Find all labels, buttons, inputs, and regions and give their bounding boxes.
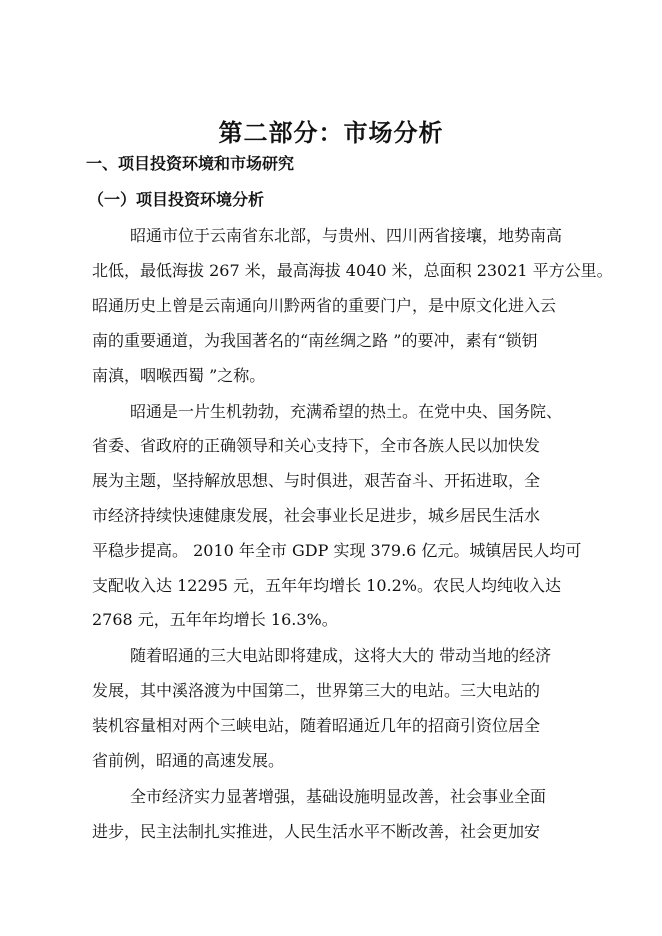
section-heading: 一、项目投资环境和市场研究	[86, 154, 295, 173]
subsection-heading: （一）项目投资环境分析	[88, 190, 265, 209]
paragraph-2-line-7: 2768 元，五年年均增长 16.3%。	[92, 610, 338, 629]
paragraph-3-line-3: 装机容量相对两个三峡电站，随着昭通近几年的招商引资位居全	[92, 716, 541, 735]
page-title: 第二部分：市场分析	[218, 118, 444, 147]
paragraph-1-line-1: 昭通市位于云南省东北部，与贵州、四川两省接壤，地势南高	[130, 226, 563, 245]
paragraph-2-line-1: 昭通是一片生机勃勃，充满希望的热土。在党中央、国务院、	[130, 402, 563, 421]
paragraph-1-line-5: 南滇，咽喉西蜀 ”之称。	[92, 366, 266, 385]
paragraph-2-line-5: 平稳步提高。 2010 年全市 GDP 实现 379.6 亿元。城镇居民人均可	[92, 541, 582, 560]
paragraph-3-line-1: 随着昭通的三大电站即将建成，这将大大的 带动当地的经济	[130, 646, 552, 665]
paragraph-3-line-4: 省前例，昭通的高速发展。	[92, 751, 285, 770]
paragraph-3-line-2: 发展，其中溪洛渡为中国第二，世界第三大的电站。三大电站的	[92, 681, 541, 700]
paragraph-2-line-3: 展为主题，坚持解放思想、与时俱进，艰苦奋斗、开拓进取，全	[92, 471, 541, 490]
paragraph-1-line-2: 北低，最低海拔 267 米，最高海拔 4040 米，总面积 23021 平方公里。	[92, 261, 613, 280]
paragraph-1-line-4: 南的重要通道，为我国著名的“南丝绸之路 ”的要冲，素有“锁钥	[92, 331, 538, 350]
paragraph-4-line-1: 全市经济实力显著增强，基础设施明显改善，社会事业全面	[130, 787, 547, 806]
paragraph-1-line-3: 昭通历史上曾是云南通向川黔两省的重要门户，是中原文化进入云	[92, 296, 557, 315]
paragraph-2-line-6: 支配收入达 12295 元，五年年均增长 10.2%。农民人均纯收入达	[92, 576, 561, 595]
paragraph-4-line-2: 进步，民主法制扎实推进，人民生活水平不断改善，社会更加安	[92, 822, 541, 841]
paragraph-2-line-2: 省委、省政府的正确领导和关心支持下，全市各族人民以加快发	[92, 436, 541, 455]
paragraph-2-line-4: 市经济持续快速健康发展，社会事业长足进步，城乡居民生活水	[92, 506, 541, 525]
